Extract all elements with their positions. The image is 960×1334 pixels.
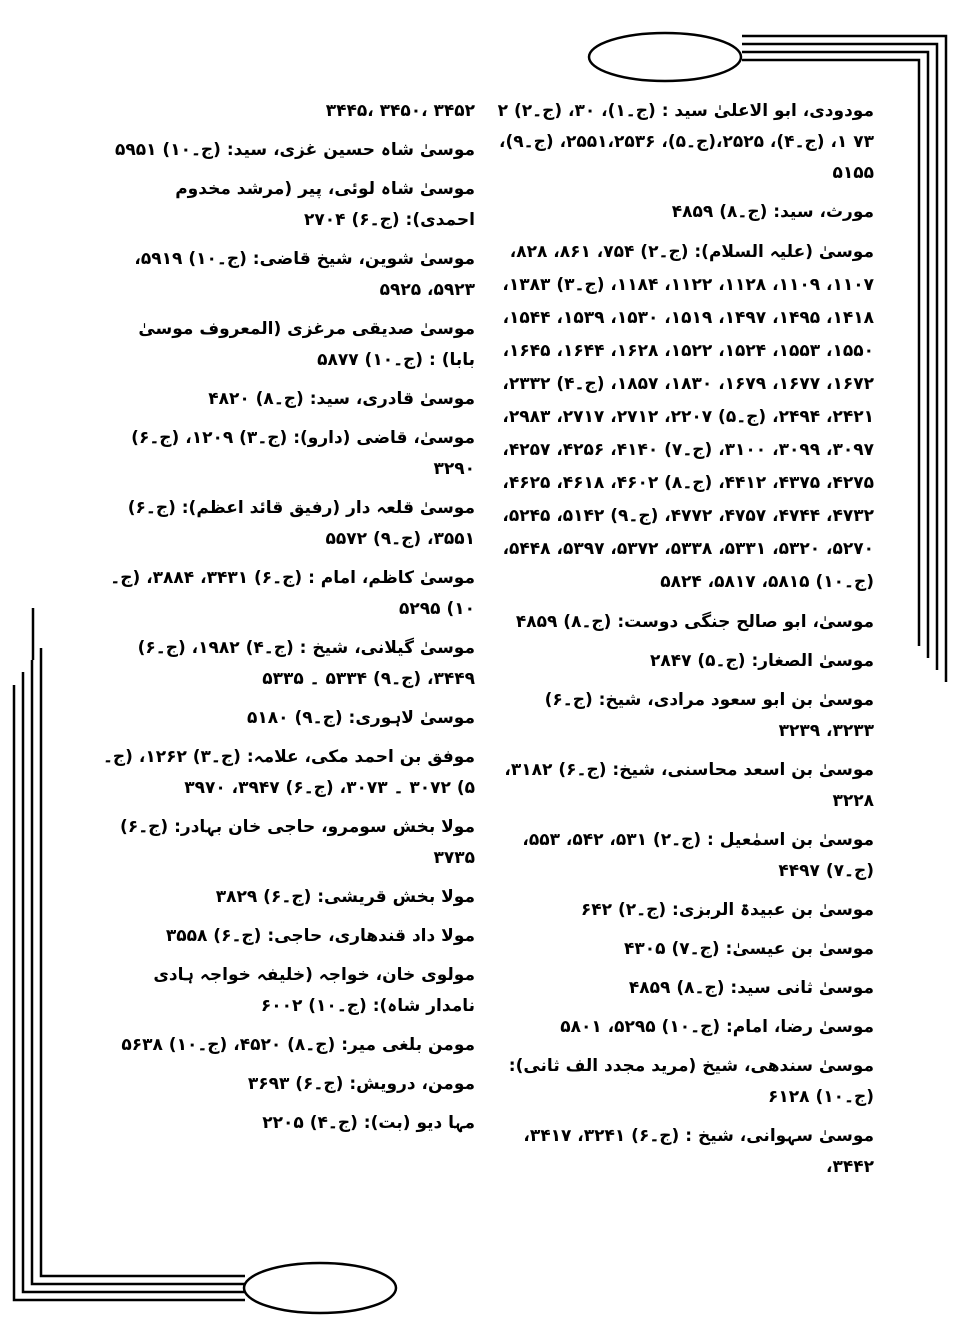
index-entry: موسیٰ (علیہ السلام): (ج۔۲) ۷۵۴، ۸۶۱، ۸۲۸، ۱۱۰۷، ۱۱۰۹، ۱۱۲۸، ۱۱۲۲، ۱۱۸۴، (ج۔۳) ۱۳۸۳، ۱۴۱۸، ۱۴۹۵، ۱۴۹۷، ۱۵۱۹، ۱۵۳۰، ۱۵۳۹، ۱۵۴۴، ۱۵۵۰، ۱۵۵۳، ۱۵۲۴، ۱۵۲۲، ۱۶۲۸، ۱۶۴۴، ۱۶۴۵، ۱۶۷۲، ۱۶۷۷، ۱۶۷۹، ۱۸۳۰، ۱۸۵۷، (ج۔۴) ۲۳۳۲، ۲۴۲۱، ۲۴۹۴، (ج۔۵) ۲۲۰۷، ۲۷۱۲، ۲۷۱۷، ۲۹۸۳، ۳۰۹۷، ۳۰۹۹، ۳۱۰۰، (ج۔۷) ۴۱۴۰، ۴۲۵۶، ۴۲۵۷، ۴۲۷۵، ۴۳۷۵، ۴۴۱۲، (ج۔۸) ۴۶۰۲، ۴۶۱۸، ۴۶۲۵، ۴۷۳۲، ۴۷۴۴، ۴۷۵۷، ۴۷۷۲، (ج۔۹) ۵۱۴۲، ۵۲۴۵، ۵۲۷۰، ۵۳۲۰، ۵۳۳۱، ۵۳۳۸، ۵۳۷۲، ۵۳۹۷، ۵۴۴۸، (ج۔۱۰) ۵۸۱۵، ۵۸۱۷، ۵۸۲۴ bbox=[502, 242, 874, 592]
index-entry: موسیٰ شاہ حسین غزی، سید: (ج۔۱۰) ۵۹۵۱ bbox=[114, 140, 475, 160]
index-entry: مولا بخش قریشی: (ج۔۶) ۳۸۲۹ bbox=[215, 887, 475, 907]
index-entry: مولا داد قندھاری، حاجی: (ج۔۶) ۳۵۵۸ bbox=[165, 926, 475, 946]
index-entry: موسیٰ بن اسمٰعیل : (ج۔۲) ۵۳۱، ۵۴۲، ۵۵۳، (ج۔۷) ۴۴۹۷ bbox=[522, 830, 874, 881]
index-entry: موسیٰ بن عیسیٰ: (ج۔۷) ۴۳۰۵ bbox=[624, 939, 874, 959]
index-entry: موسیٰ بن اسعد محاسنی، شیخ: (ج۔۶) ۳۱۸۲، ۳۲۲۸ bbox=[504, 760, 874, 811]
index-entry: موسیٰ صدیقی مرغزی (المعروف موسیٰ بابا) : (ج۔۱۰) ۵۸۷۷ bbox=[138, 319, 475, 370]
index-entry: موسیٰ بن ابو سعود مرادی، شیخ: (ج۔۶) ۳۲۳۳، ۳۲۳۹ bbox=[544, 690, 874, 741]
index-entry: مومن بلغی میر: (ج۔۸) ۴۵۲۰، (ج۔۱۰) ۵۶۳۸ bbox=[121, 1035, 475, 1055]
index-entry: موسیٰ بن عبیدۃ الربزی: (ج۔۲) ۶۴۲ bbox=[580, 900, 874, 920]
index-entry: مولوی خان، خواجہ (خلیفہ خواجہ ہادی نامدار شاہ): (ج۔۱۰) ۶۰۰۲ bbox=[153, 965, 475, 1016]
index-entry: موسیٰ سہوانی، شیخ : (ج۔۶) ۳۲۴۱، ۳۴۱۷، ۳۴۴۲، bbox=[523, 1126, 874, 1177]
index-column-left bbox=[100, 96, 475, 1147]
index-entry: مورث، سید: (ج۔۸) ۴۸۵۹ bbox=[671, 202, 874, 222]
index-entry: موسیٰ گیلانی، شیخ : (ج۔۴) ۱۹۸۲، (ج۔۶) ۳۴۴۹، (ج۔۹) ۵۳۳۴ ۔ ۵۳۳۵ bbox=[137, 638, 475, 689]
index-entry: موسیٰ قادری، سید: (ج۔۸) ۴۸۲۰ bbox=[208, 389, 475, 409]
index-entry: موسیٰ، قاضی (دارو): (ج۔۳) ۱۲۰۹، (ج۔۶) ۳۲۹۰ bbox=[131, 428, 475, 479]
index-entry: مومن، درویش: (ج۔۶) ۳۶۹۳ bbox=[247, 1074, 475, 1094]
index-entry: موسیٰ کاظم، امام : (ج۔۶) ۳۴۳۱، ۳۸۸۴، (ج۔۱۰) ۵۲۹۵ bbox=[110, 568, 475, 619]
index-entry: موفق بن احمد مکی، علامہ: (ج۔۳) ۱۲۶۲، (ج۔۵) ۳۰۷۲ ۔ ۳۰۷۳، (ج۔۶) ۳۹۴۷، ۳۹۷۰ bbox=[102, 747, 475, 798]
index-entry: موسیٰ لاہوری: (ج۔۹) ۵۱۸۰ bbox=[247, 708, 475, 728]
index-column-right bbox=[494, 96, 874, 1191]
index-entry: موسیٰ رضا، امام: (ج۔۱۰) ۵۲۹۵، ۵۸۰۱ bbox=[560, 1017, 874, 1037]
index-entry: موسیٰ شوین، شیخ قاضی: (ج۔۱۰) ۵۹۱۹، ۵۹۲۳، ۵۹۲۵ bbox=[134, 249, 475, 300]
index-entry: موسیٰ ثانی سید: (ج۔۸) ۴۸۵۹ bbox=[628, 978, 874, 998]
index-entry: موسیٰ قلعہ دار (رفیق قائد اعظم): (ج۔۶) ۳۵۵۱، (ج۔۹) ۵۵۷۲ bbox=[127, 498, 475, 549]
index-entry: موسیٰ شاہ لوئی، پیر (مرشد مخدوم احمدی): (ج۔۶) ۲۷۰۴ bbox=[175, 179, 475, 230]
index-entry: مولا بخش سومرو، حاجی خان بہادر: (ج۔۶) ۳۷۳۵ bbox=[120, 817, 475, 868]
index-entry: موسیٰ الصغار: (ج۔۵) ۲۸۴۷ bbox=[649, 651, 874, 671]
index-entry: مودودی، ابو الاعلیٰ سید : (ج۔۱)، ۳۰، (ج۔۲) ۲ ۷۳ ۱، (ج۔۴)، ۲۵۲۵،(ج۔۵)، ۲۵۵۱،۲۵۳۶، (ج۔۹)، ۵۱۵۵ bbox=[497, 101, 874, 183]
index-entry: موسیٰ، ابو صالح جنگی دوست: (ج۔۸) ۴۸۵۹ bbox=[515, 612, 874, 632]
index-entry: موسیٰ سندھی، شیخ (مرید مجدد الف ثانی): (ج۔۱۰) ۶۱۲۸ bbox=[508, 1056, 874, 1107]
index-entry: مہا دیو (بت): (ج۔۴) ۲۲۰۵ bbox=[262, 1113, 475, 1133]
index-entry: ۳۴۴۵، ۳۴۵۰، ۳۴۵۲ bbox=[325, 101, 475, 121]
